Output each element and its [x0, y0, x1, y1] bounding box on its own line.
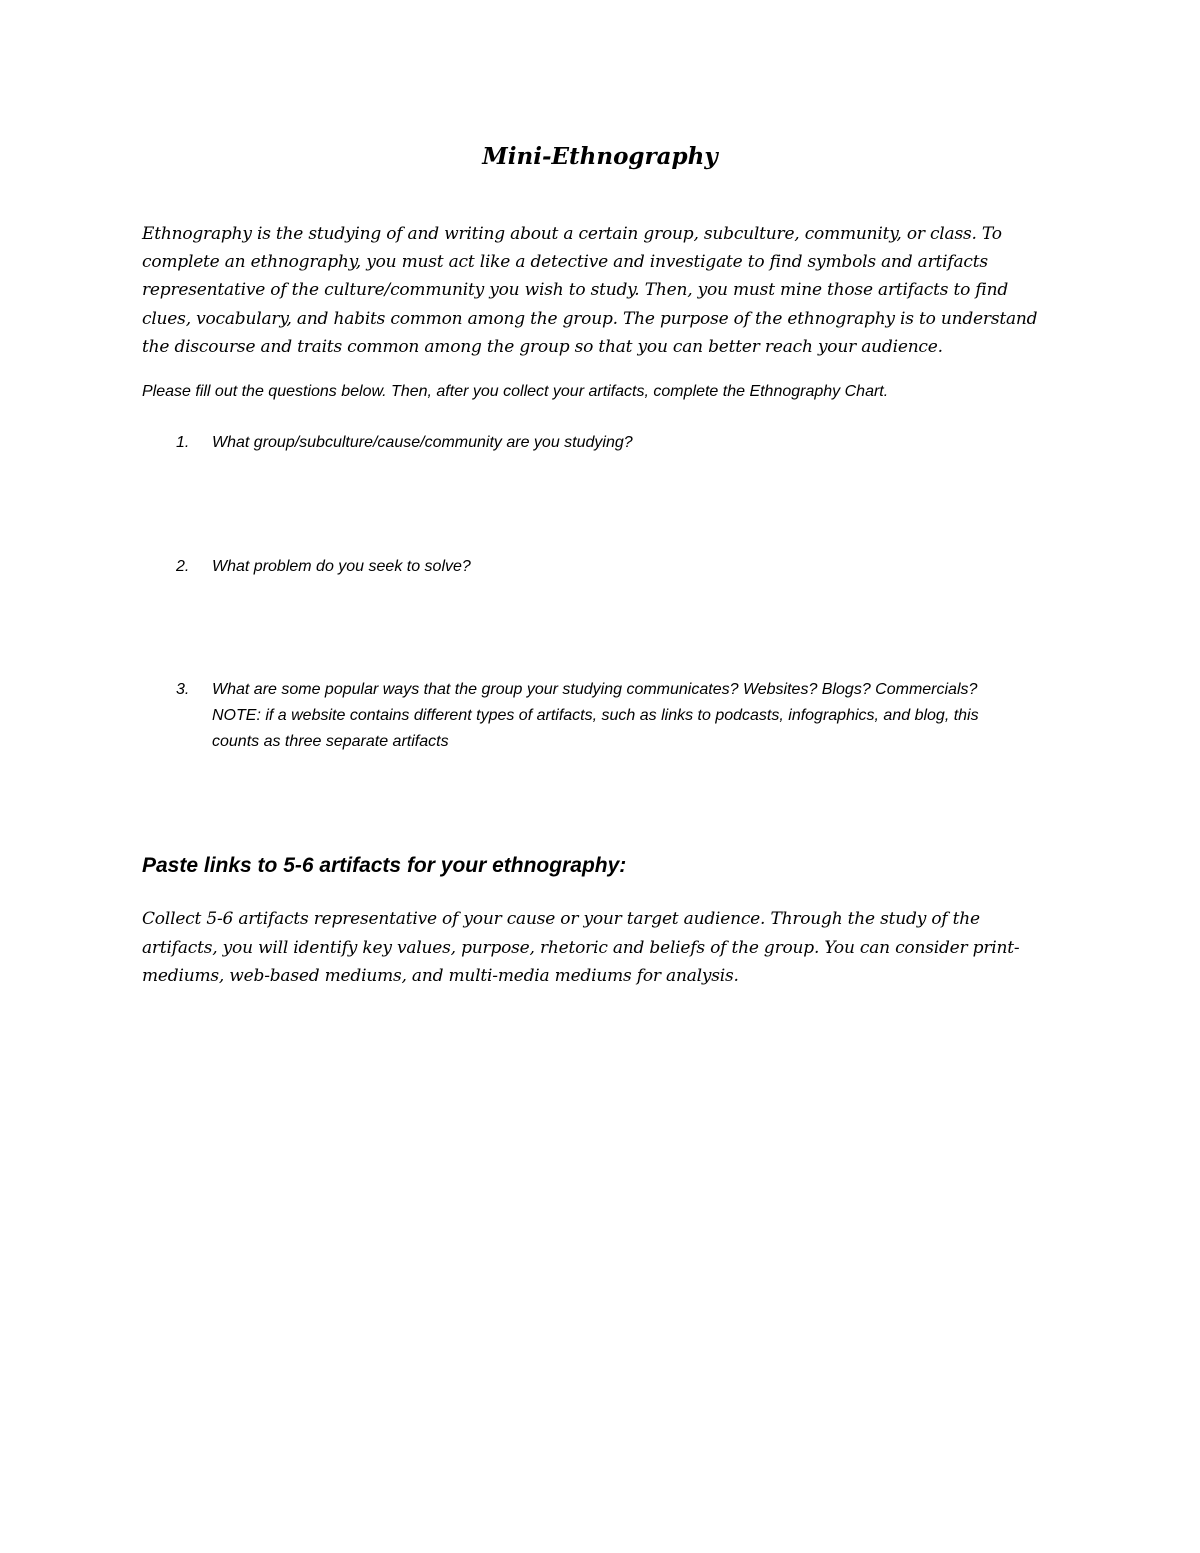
- question-number: 2.: [176, 558, 190, 575]
- question-item: [142, 677, 1022, 755]
- artifacts-paragraph: Collect 5-6 artifacts representative of your cause or your target audience. Through the study of the artifacts, you will identify key values, purpose, rhetoric and beliefs of the group. You can consider print-mediums, web-based mediums, and multi-media mediums for analysis.: [142, 909, 1020, 986]
- question-item: [142, 430, 1022, 456]
- instructions-paragraph: Please fill out the questions below. Then, after you collect your artifacts, complete the Ethnography Chart.: [142, 383, 889, 400]
- intro-paragraph: Ethnography is the studying of and writing about a certain group, subculture, community, or class. To complete an ethnography, you must act like a detective and investigate to find symbols and artifacts representative of the culture/community you wish to study. Then, you must mine those artifacts to find clues, vocabulary, and habits common among the group. The purpose of the ethnography is to understand the discourse and traits common among the group so that you can better reach your audience.: [142, 224, 1038, 357]
- question-item: [142, 554, 1022, 580]
- question-number: 3.: [176, 681, 190, 698]
- question-text: What are some popular ways that the group your studying communicates? Websites? Blogs? Commercials? NOTE: if a website contains different types of artifacts, such as links to podcasts, infographics, and blog, this counts as three separate artifacts: [212, 681, 979, 750]
- artifacts-heading: Paste links to 5-6 artifacts for your ethnography:: [142, 854, 627, 877]
- document-title: Mini-Ethnography: [482, 143, 718, 170]
- question-number: 1.: [176, 434, 190, 451]
- question-text: What problem do you seek to solve?: [212, 558, 471, 575]
- question-text: What group/subculture/cause/community are you studying?: [212, 434, 633, 451]
